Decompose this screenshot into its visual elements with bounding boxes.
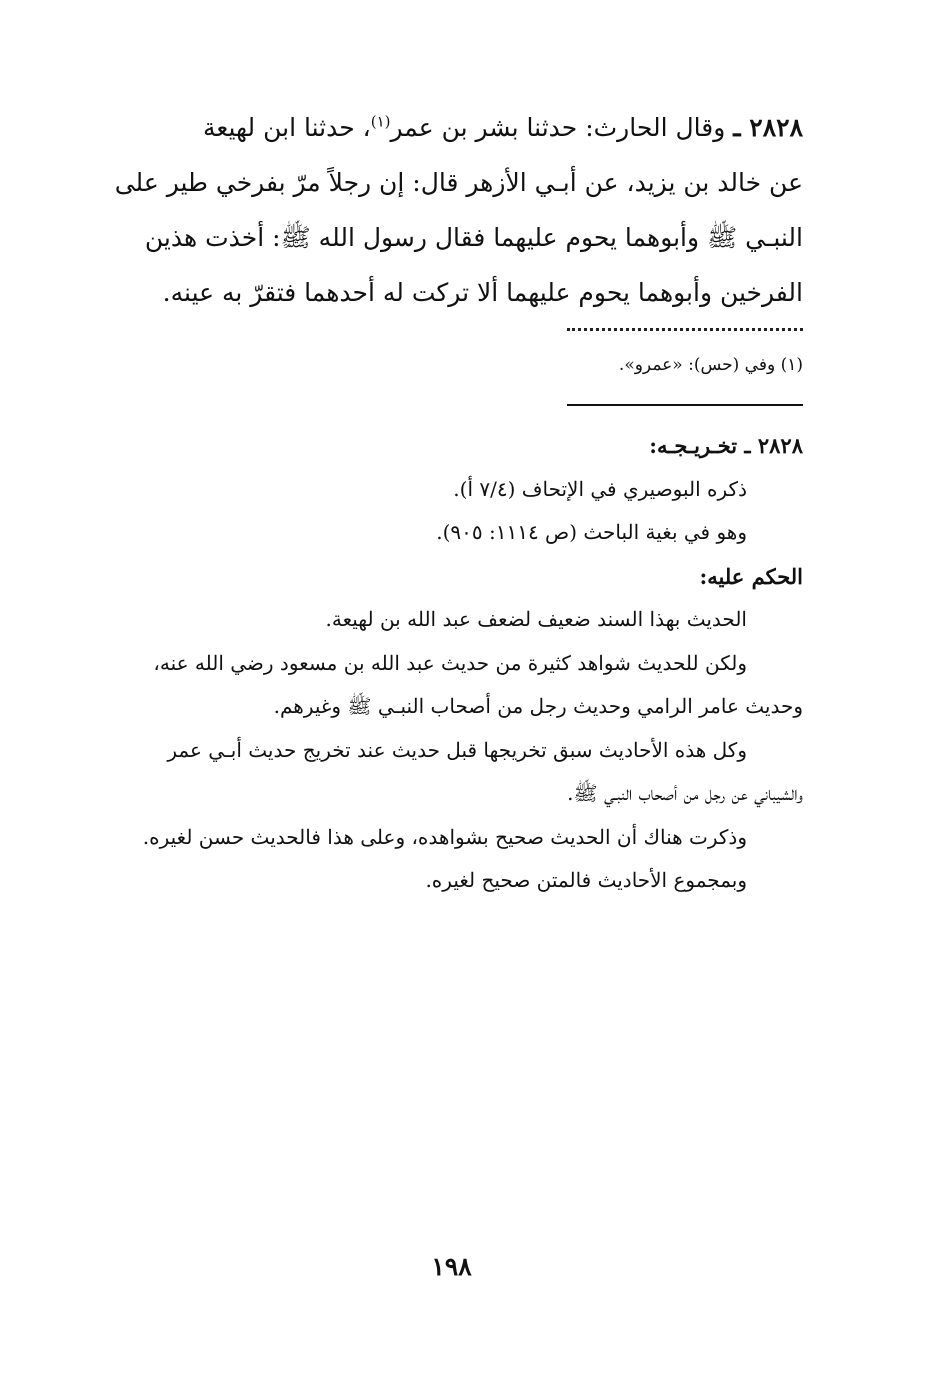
ruling-paragraph-2-line-2: وحديث عامر الرامي وحديث رجل من أصحاب النبـي ﷺ وغيرهم. — [273, 694, 803, 718]
page-number: ١٩٨ — [431, 1252, 472, 1281]
hadith-line-1-a: وقال الحارث: حدثنا بشر بن عمر — [390, 113, 726, 142]
ruling-paragraph-4: وذكرت هناك أن الحديث صحيح بشواهده، وعلى هذا فالحديث حسن لغيره. — [142, 824, 747, 849]
dotted-separator — [567, 318, 803, 331]
hadith-line-1-b: ، حدثنا ابن لهيعة — [203, 113, 371, 142]
ruling-paragraph-1: الحديث بهذا السند ضعيف لضعف عبد الله بن لهيعة. — [325, 607, 747, 631]
takhrij-line-1: ذكره البوصيري في الإتحاف (٧/٤ أ). — [453, 476, 747, 501]
hadith-text — [75, 100, 803, 320]
hadith-line-4: الفرخين وأبوهما يحوم عليهما ألا تركت له أحدهما فتقرّ به عينه. — [162, 278, 803, 307]
ruling-paragraph-5: وبمجموع الأحاديث فالمتن صحيح لغيره. — [425, 868, 747, 892]
footnote-marker: (١) — [370, 112, 391, 131]
hadith-number: ٢٨٢٨ ـ — [733, 113, 803, 142]
commentary — [75, 424, 803, 903]
takhrij-heading: ٢٨٢٨ ـ تخـريـجـه: — [649, 433, 803, 458]
hadith-line-2: عن خالد بن يزيد، عن أبـي الأزهر قال: إن رجلاً مرّ بفرخي طير على — [114, 168, 803, 197]
hadith-line-3: النبـي ﷺ وأبوهما يحوم عليهما فقال رسول الله ﷺ: أخذت هذين — [144, 223, 803, 252]
section-divider — [567, 404, 803, 406]
ruling-paragraph-3-line-2: والشيباني عن رجل من أصحاب النبـي ﷺ. — [567, 781, 803, 805]
hadith-line-1 — [75, 100, 803, 155]
ruling-paragraph-3-line-1: وكل هذه الأحاديث سبق تخريجها قبل حديث عند تخريج حديث أبـي عمر — [167, 737, 747, 762]
ruling-heading: الحكم عليه: — [699, 563, 803, 589]
takhrij-line-2: وهو في بغية الباحث (ص ١١١٤: ٩٠٥). — [436, 520, 747, 544]
footnote: (١) وفي (حس): «عمرو». — [618, 355, 803, 375]
ruling-paragraph-2-line-1: ولكن للحديث شواهد كثيرة من حديث عبد الله بن مسعود رضي الله عنه، — [153, 650, 747, 675]
